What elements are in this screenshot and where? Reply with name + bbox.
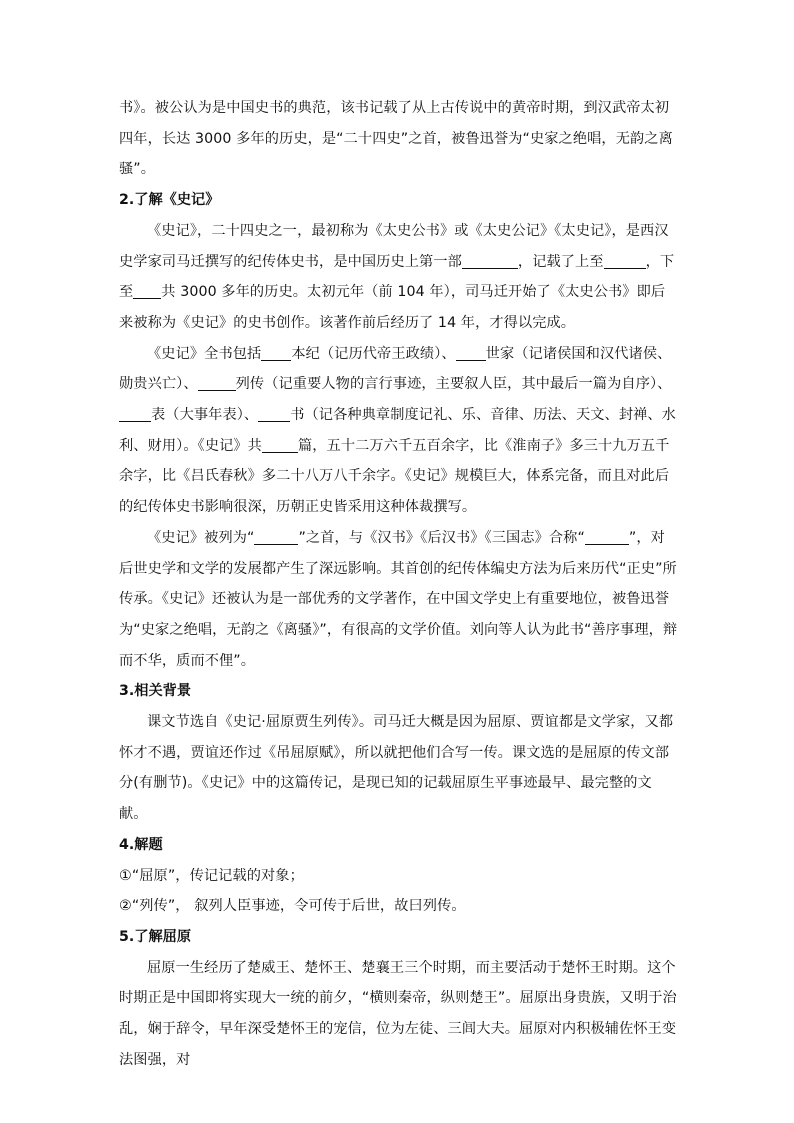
section-2-heading: 2.了解《史记》 bbox=[119, 192, 220, 209]
fill-blank[interactable] bbox=[604, 252, 646, 269]
fill-blank[interactable] bbox=[198, 374, 236, 391]
section-2-paragraph-2: 《史记》全书包括 本纪（记历代帝王政绩）、 世家（记诸侯国和汉代诸侯、勋贵兴亡）、 列传（记重要人物的言行事迹，主要叙人臣，其中最后一篇为自序）、表（大事年表）、 书（记各种典章制度记礼、乐、音律、历法、天文、封禅、水利、财用）。《史记》共 篇，五十二万六千五百余字，比《淮南子》多三十九万五千余字，比《吕氏春秋》多二十八万八千余字。《史记》规模巨大，体系完备，而且对此后的纪传体史书影响很深，历朝正史皆采用这种体裁撰写。 bbox=[119, 345, 676, 516]
fill-blank[interactable] bbox=[119, 405, 151, 422]
section-4-heading: 4.解题 bbox=[119, 836, 163, 853]
fill-blank[interactable] bbox=[133, 282, 161, 299]
fill-blank[interactable] bbox=[456, 344, 486, 361]
section-3-heading: 3.相关背景 bbox=[119, 683, 192, 700]
section-3-paragraph: 课文节选自《史记·屈原贾生列传》。司马迁大概是因为屈原、贾谊都是文学家，又都怀才不遇，贾谊还作过《吊屈原赋》，所以就把他们合写一传。课文选的是屈原的传文部分(有删节)。《史记》中的这篇传记，是现已知的记载屈原生平事迹最早、最完整的文献。 bbox=[119, 714, 674, 823]
document-body bbox=[119, 93, 679, 1076]
section-4-item-2: ②“列传”， 叙列人臣事迹，令可传于后世，故曰列传。 bbox=[119, 898, 466, 915]
fill-blank[interactable] bbox=[254, 528, 298, 545]
fill-blank[interactable] bbox=[585, 528, 629, 545]
section-5-heading: 5.了解屈原 bbox=[119, 928, 192, 945]
intro-paragraph-tail: 书》。被公认为是中国史书的典范，该书记载了从上古传说中的黄帝时期，到汉武帝太初四年，长达 3000 多年的历史，是“二十四史”之首，被鲁迅誉为“史家之绝唱，无韵之离骚”。 bbox=[119, 100, 673, 178]
fill-blank[interactable] bbox=[261, 344, 291, 361]
section-2-paragraph-3: 《史记》被列为“ ”之首，与《汉书》《后汉书》《三国志》合称“ ”，对后世史学和文学的发展都产生了深远影响。其首创的纪传体编史方法为后来历代“正史”所传承。《史记》还被认为是一部优秀的文学著作，在中国文学史上有重要地位，被鲁迅誉为“史家之绝唱，无韵之《离骚》”，有很高的文学价值。刘向等人认为此书“善序事理，辩而不华，质而不俚”。 bbox=[119, 529, 678, 669]
fill-blank[interactable] bbox=[258, 405, 290, 422]
fill-blank[interactable] bbox=[262, 436, 298, 453]
section-2-paragraph-1: 《史记》，二十四史之一，最初称为《太史公书》或《太史公记》《太史记》，是西汉史学家司马迁撰写的纪传体史书，是中国历史上第一部 ，记载了上至 ，下至 共 3000 多年的历史。太初元年（前 104 年），司马迁开始了《太史公书》即后来被称为《史记》的史书创作。该著作前后经历了 14 年，才得以完成。 bbox=[119, 222, 675, 331]
section-5-paragraph: 屈原一生经历了楚威王、楚怀王、楚襄王三个时期，而主要活动于楚怀王时期。这个时期正是中国即将实现大一统的前夕，“横则秦帝，纵则楚王”。屈原出身贵族，又明于治乱，娴于辞令，早年深受楚怀王的宠信，位为左徒、三闾大夫。屈原对内积极辅佐怀王变法图强，对 bbox=[119, 959, 677, 1068]
fill-blank[interactable] bbox=[462, 252, 518, 269]
section-4-item-1: ①“屈原”，传记记载的对象； bbox=[119, 867, 304, 884]
